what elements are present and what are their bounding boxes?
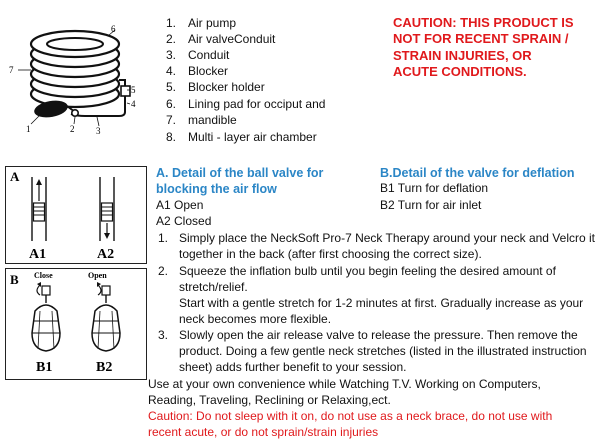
box-label: B: [10, 272, 19, 287]
diagram-label: 4: [131, 99, 136, 109]
diagram-label: 3: [96, 126, 101, 136]
list-item: A2 Closed: [156, 214, 212, 228]
box-label: A: [10, 169, 20, 184]
list-item: 2. Air valveConduit: [166, 32, 276, 46]
deflation-valve-diagram: [5, 268, 147, 380]
list-item: 1. Air pump: [166, 16, 237, 30]
list-item: 6. Lining pad for occiput and: [166, 97, 326, 111]
ball-valve-diagram: [5, 166, 147, 264]
step-number: 1.: [158, 231, 169, 245]
close-label: Close: [34, 271, 53, 280]
list-item: 8. Multi - layer air chamber: [166, 130, 317, 144]
list-item: 7. mandible: [166, 113, 237, 127]
diagram-label: 1: [26, 124, 31, 134]
list-item: B2 Turn for air inlet: [380, 198, 482, 212]
sub-label: A1: [29, 247, 47, 262]
open-label: Open: [88, 271, 107, 280]
step-number: 3.: [158, 328, 169, 342]
diagram-label: 2: [70, 124, 75, 134]
list-item: 5. Blocker holder: [166, 80, 265, 94]
list-item: 4. Blocker: [166, 64, 229, 78]
list-item: A1 Open: [156, 198, 204, 212]
list-item: B1 Turn for deflation: [380, 181, 489, 195]
neck-device-diagram: [5, 20, 145, 140]
diagram-label: 6: [111, 24, 116, 34]
sub-label: B1: [36, 360, 53, 375]
sub-label: A2: [97, 247, 115, 262]
diagram-label: 7: [9, 65, 14, 75]
list-item: 3. Conduit: [166, 48, 230, 62]
caution-label: Caution: [148, 409, 190, 423]
sub-label: B2: [96, 360, 113, 375]
step-number: 2.: [158, 264, 169, 278]
diagram-label: 5: [131, 85, 136, 95]
